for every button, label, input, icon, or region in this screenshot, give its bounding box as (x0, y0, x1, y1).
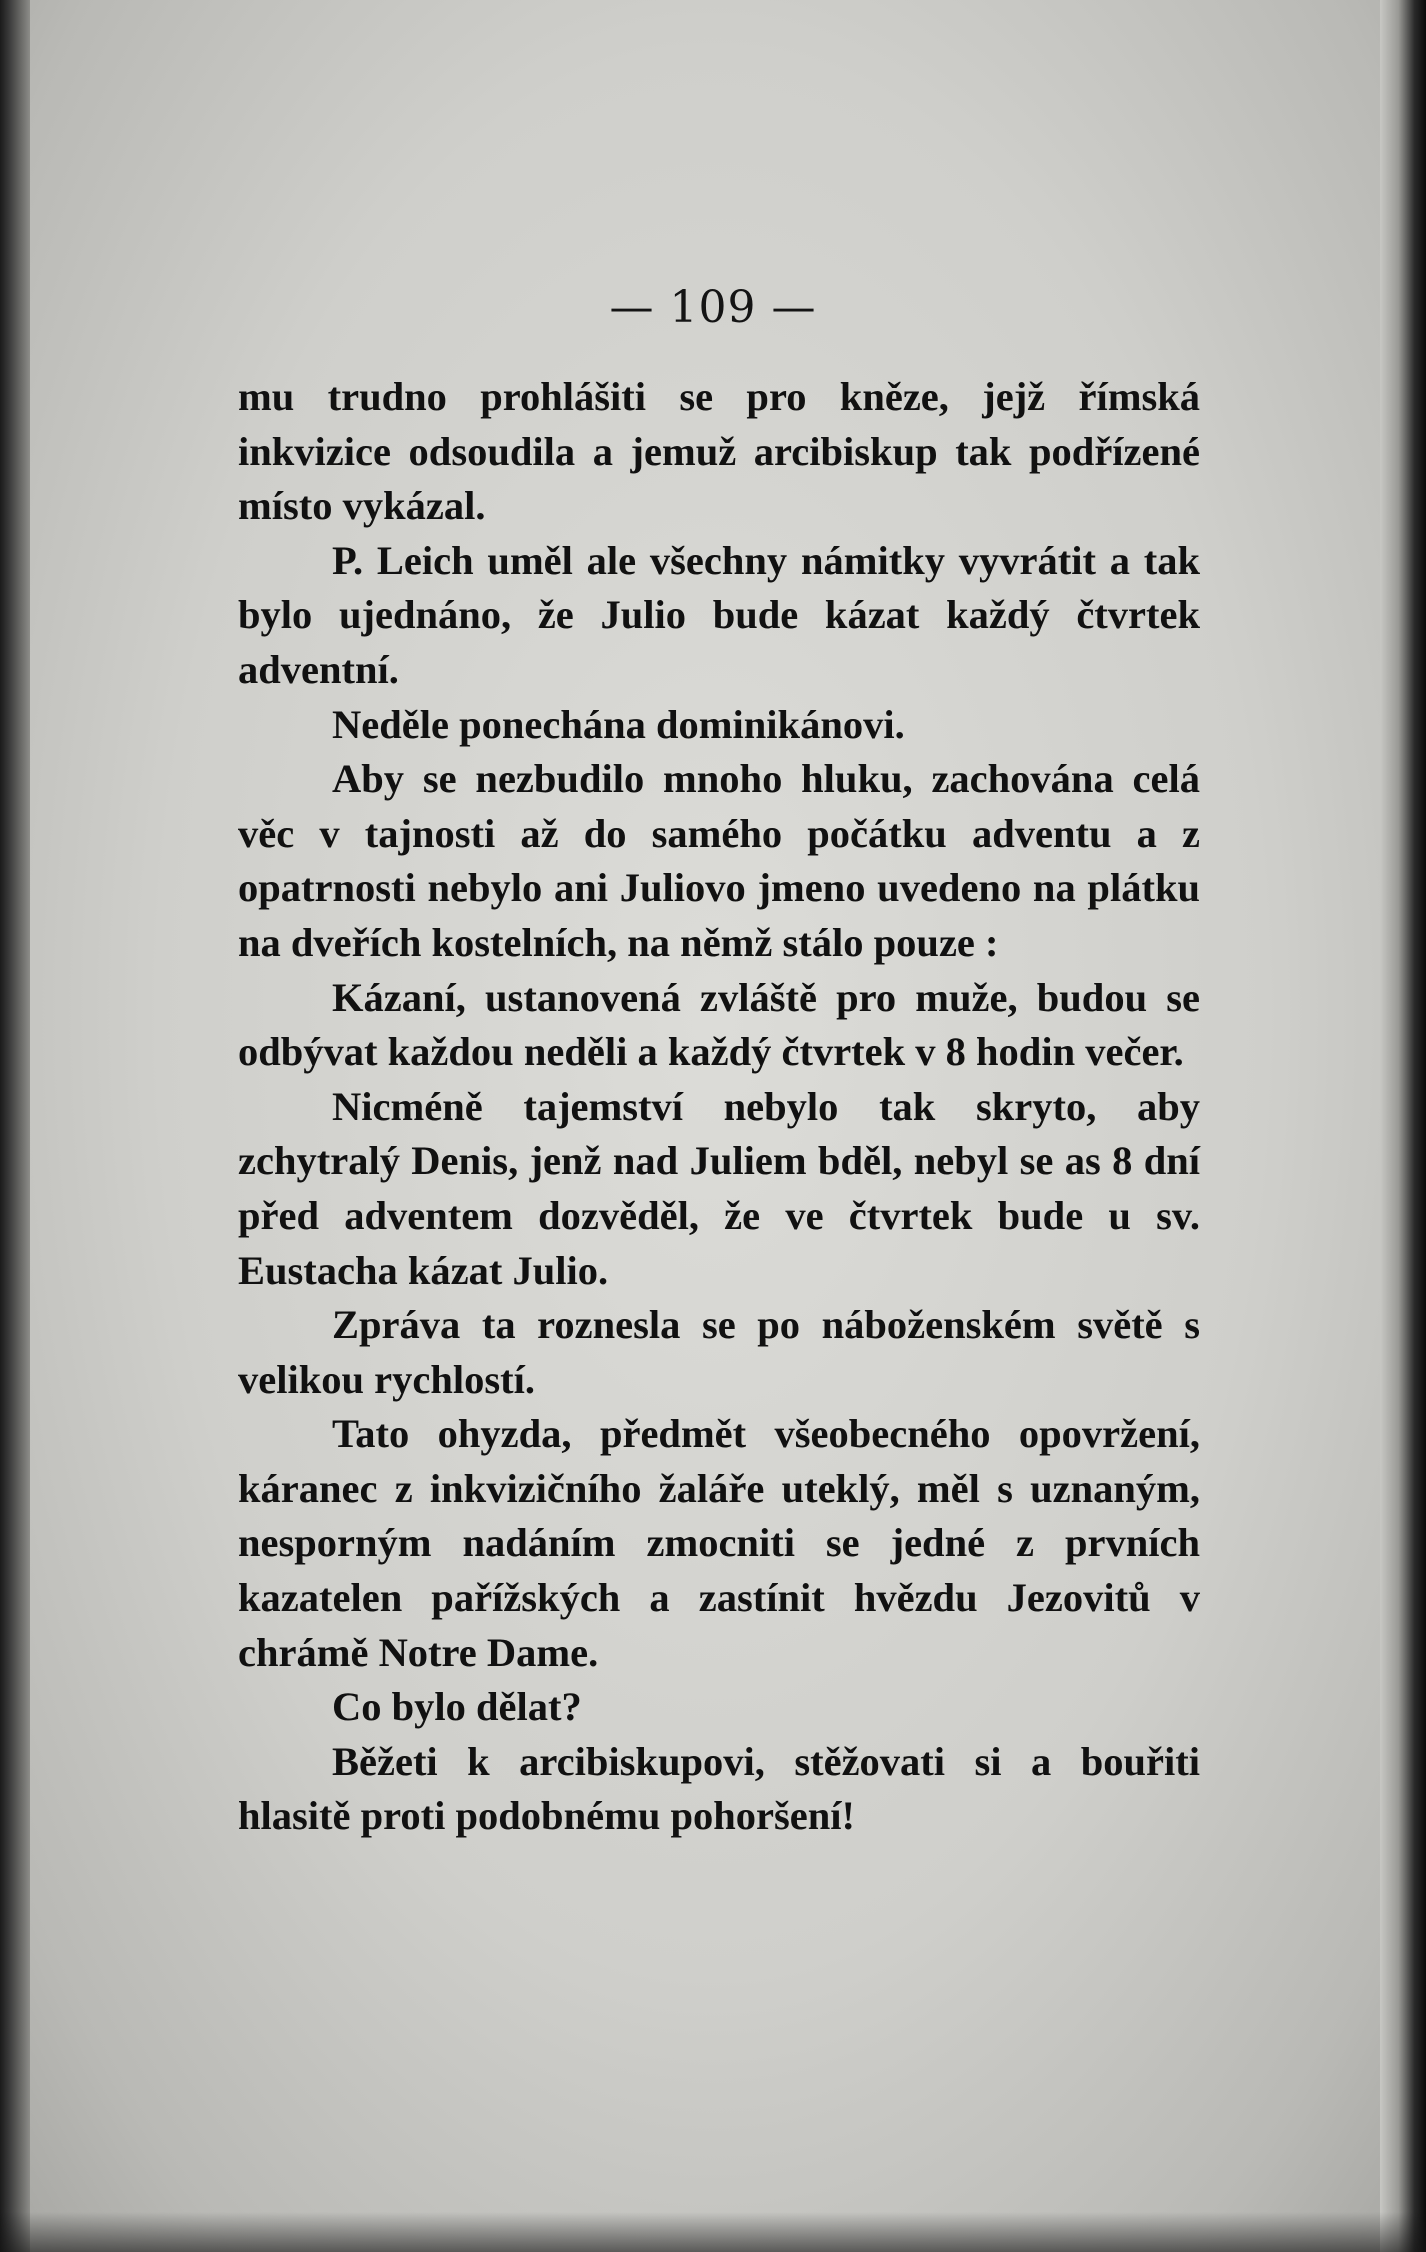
paragraph: Nicméně tajemství nebylo tak skryto, aby zchytralý Denis, jenž nad Juliem bděl, nebyl se as 8 dní před adventem dozvěděl, že ve čtvrtek bude u sv. Eustacha kázat Julio. (238, 1083, 1200, 1293)
paragraph: Co bylo dělat? (332, 1684, 582, 1730)
paragraph: Aby se nezbudilo mnoho hluku, zachována celá věc v tajnosti až do samého počátku adventu a z opatrnosti nebylo ani Juliovo jmeno uvedeno na plátku na dveřích kostelních, na němž stálo pouze : (238, 756, 1200, 965)
paragraph: mu trudno prohlášiti se pro kněze, jejž římská inkvizice odsoudila a jemuž arcibiskup tak podřízené místo vykázal. (238, 374, 1200, 529)
paragraph: P. Leich uměl ale všechny námitky vyvrátit a tak bylo ujednáno, že Julio bude kázat každý čtvrtek adventní. (238, 537, 1200, 692)
paragraph: Zpráva ta roznesla se po náboženském světě s velikou rychlostí. (238, 1302, 1200, 1402)
paragraph: Neděle ponechána dominikánovi. (332, 701, 905, 747)
page-edge-shadow (1380, 0, 1426, 2252)
book-binding-shadow (0, 0, 30, 2252)
body-text (238, 370, 1200, 1844)
paragraph: Kázaní, ustanovená zvláště pro muže, budou se odbývat každou neděli a každý čtvrtek v 8 hodin večer. (238, 974, 1200, 1075)
page-number: — 109 — (609, 282, 817, 333)
page-bottom-shadow (0, 2212, 1426, 2252)
paragraph: Tato ohyzda, předmět všeobecného opovržení, káranec z inkvizičního žaláře uteklý, měl s uznaným, nesporným nadáním zmocniti se jedné z prvních kazatelen pařížských a zastínit hvězdu Jezovitů v chrámě Notre Dame. (238, 1411, 1200, 1675)
paragraph: Běžeti k arcibiskupovi, stěžovati si a bouřiti hlasitě proti podobnému pohoršení! (238, 1738, 1200, 1839)
